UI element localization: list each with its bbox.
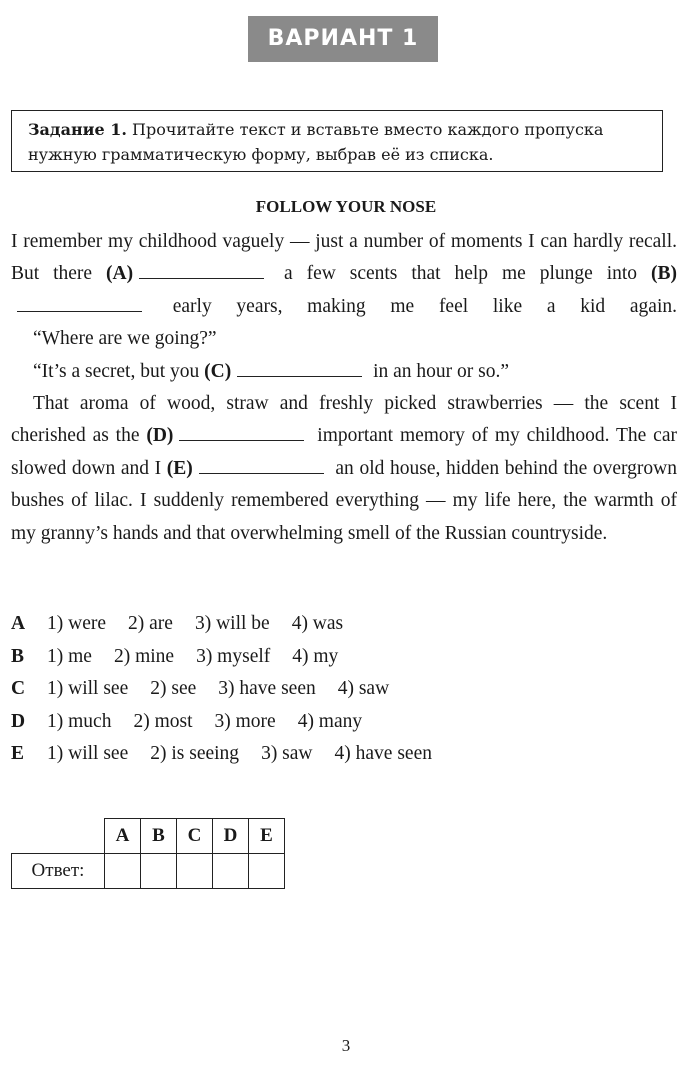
task-label: Задание 1.: [28, 120, 127, 139]
reading-text: [11, 226, 677, 550]
option-letter: E: [11, 743, 25, 764]
gap-marker-c: (C): [204, 360, 232, 382]
option-item: 3) will be: [194, 613, 270, 634]
option-item: 1) will see: [47, 743, 129, 764]
gap-marker-a: (A): [106, 263, 134, 285]
paragraph-1: [11, 226, 677, 323]
gap-blank-d: [179, 439, 304, 441]
task-text: Прочитайте текст и вставьте вместо каждого пропуска нужную грамматическую форму, выбрав её из списка.: [28, 120, 604, 164]
page-number: 3: [341, 1036, 351, 1055]
answer-cell-c[interactable]: [177, 854, 213, 889]
option-item: 3) myself: [196, 645, 271, 667]
answer-column-d: D: [213, 819, 249, 854]
gap-blank-a: [139, 277, 264, 279]
answer-cell-e[interactable]: [249, 854, 285, 889]
option-letter: B: [11, 645, 25, 667]
text-fragment: “It’s a secret, but you: [33, 360, 205, 382]
gap-marker-d: (D): [146, 425, 174, 447]
variant-header: ВАРИАНТ 1: [248, 16, 438, 62]
option-row-b: [11, 641, 454, 674]
answer-column-c: C: [177, 819, 213, 854]
paragraph-2: [11, 323, 677, 355]
option-row-a: [11, 608, 454, 641]
option-item: 4) saw: [337, 678, 390, 699]
answer-column-a: A: [105, 819, 141, 854]
answer-cell-d[interactable]: [213, 854, 249, 889]
option-row-e: [11, 738, 454, 771]
option-item: 3) saw: [261, 743, 313, 764]
gap-marker-b: (B): [651, 263, 677, 285]
option-item: 2) see: [150, 678, 197, 699]
paragraph-3: [11, 356, 677, 388]
option-item: 2) mine: [113, 645, 175, 667]
option-item: 1) much: [47, 710, 112, 732]
option-item: 1) will see: [47, 678, 129, 699]
task-instructions: [11, 110, 663, 172]
option-item: 2) are: [128, 613, 173, 634]
option-item: 1) me: [47, 645, 92, 667]
text-fragment: in an hour or so.”: [368, 360, 510, 382]
answer-label: Ответ:: [12, 854, 105, 889]
option-item: 4) my: [292, 645, 339, 667]
text-fragment: “Where are we going?”: [33, 328, 217, 350]
option-item: 2) most: [133, 710, 193, 732]
text-fragment: early years, making me feel like a kid again.: [148, 295, 677, 317]
gap-blank-b: [17, 310, 142, 312]
option-item: 4) was: [291, 613, 344, 634]
answer-input-row: [12, 854, 285, 889]
option-item: 3) more: [214, 710, 276, 732]
answer-options: [11, 608, 454, 771]
gap-marker-e: (E): [166, 457, 193, 479]
option-item: 2) is seeing: [150, 743, 240, 764]
answer-header-row: [12, 819, 285, 854]
answer-corner: [12, 819, 105, 854]
text-fragment: important memory of my childhood. The car slowed down and I: [11, 425, 677, 479]
option-item: 4) many: [297, 710, 363, 732]
option-letter: C: [11, 678, 26, 699]
answer-cell-a[interactable]: [105, 854, 141, 889]
text-fragment: an old house, hidden behind the overgrown bushes of lilac. I suddenly remembered everything — my life here, the warmth of my granny’s hands and that overwhelming smell of the Russian countryside.: [11, 457, 677, 544]
option-letter: A: [11, 613, 26, 634]
answer-table: [11, 818, 285, 889]
option-item: 3) have seen: [218, 678, 316, 699]
text-fragment: I remember my childhood vaguely — just a number of moments I can hardly recall. But there: [11, 231, 677, 285]
text-title: FOLLOW YOUR NOSE: [255, 197, 437, 216]
text-fragment: a few scents that help me plunge into: [270, 263, 651, 285]
text-fragment: That aroma of wood, straw and freshly picked strawberries — the scent I cherished as the: [11, 393, 677, 447]
option-item: 1) were: [47, 613, 107, 634]
option-letter: D: [11, 710, 26, 732]
option-item: 4) have seen: [334, 743, 432, 764]
option-row-c: [11, 673, 454, 706]
answer-cell-b[interactable]: [141, 854, 177, 889]
gap-blank-e: [199, 472, 324, 474]
gap-blank-c: [237, 375, 362, 377]
paragraph-4: [11, 388, 677, 550]
answer-column-b: B: [141, 819, 177, 854]
option-row-d: [11, 706, 454, 739]
answer-column-e: E: [249, 819, 285, 854]
